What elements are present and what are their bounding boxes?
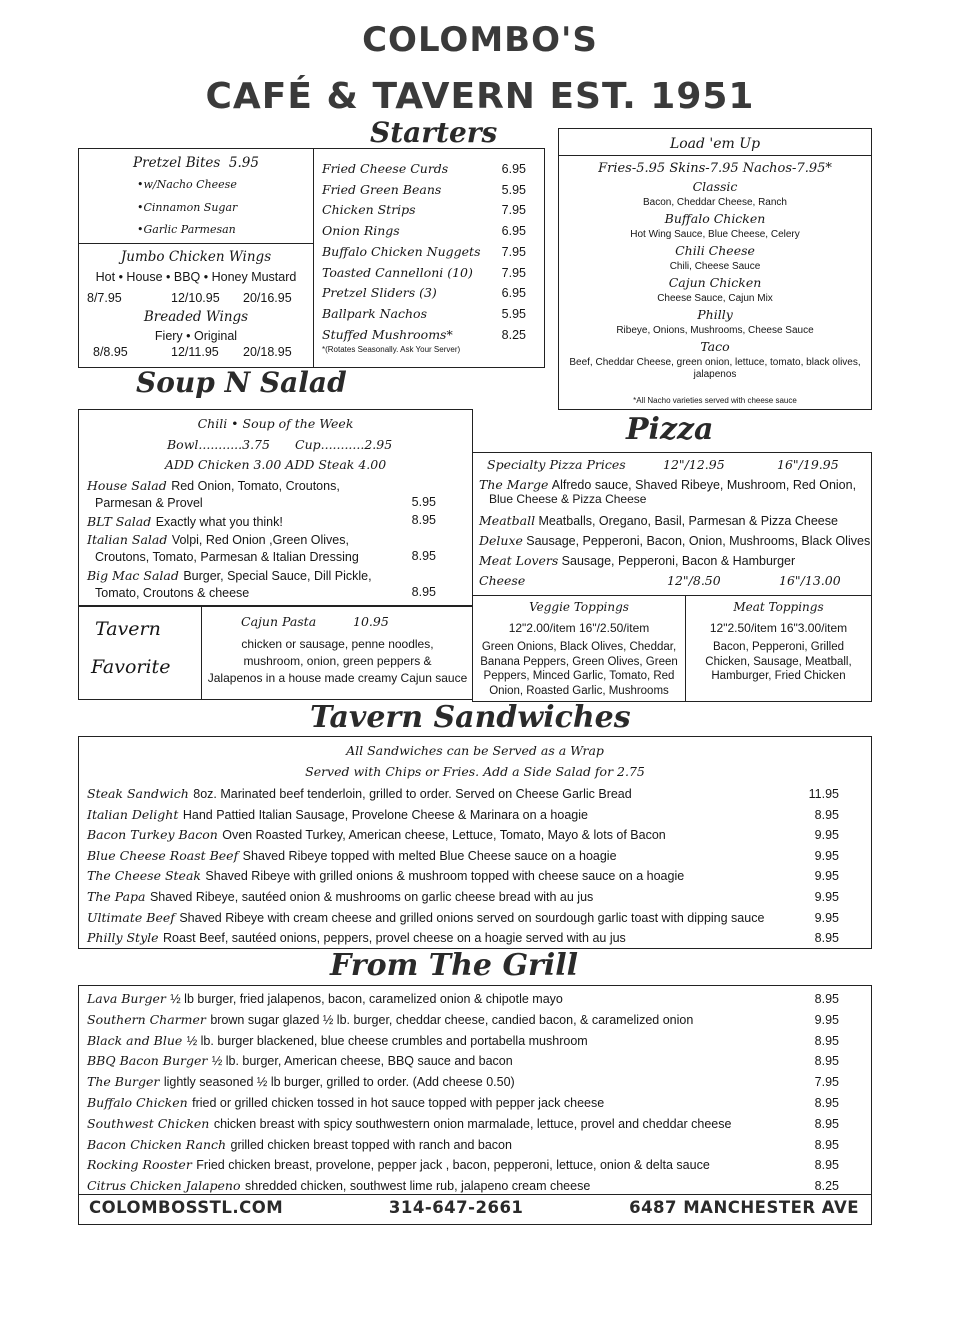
grill-price: 9.95 (814, 1012, 839, 1027)
restaurant-subtitle: CAFÉ & TAVERN EST. 1951 (205, 76, 755, 117)
grill-desc: ½ lb. burger blackened, blue cheese crumbles and portabella mushroom (186, 1033, 588, 1048)
grill-desc: shredded chicken, southwest lime rub, jalapeno cream cheese (244, 1179, 591, 1194)
cheese-pizza-name: Cheese (479, 573, 526, 588)
wings-title: Jumbo Chicken Wings (120, 249, 272, 265)
grill-name: Buffalo Chicken (87, 1095, 188, 1110)
starter-price: 6.95 (501, 162, 526, 176)
sandwich-price: 9.95 (814, 869, 839, 884)
starters-note: *(Rotates Seasonally. Ask Your Server) (322, 345, 461, 354)
sandwich-row (87, 929, 839, 947)
veggie-toppings-box (472, 595, 686, 702)
grill-row (87, 1011, 839, 1029)
grill-row (87, 1032, 839, 1050)
pizza-name: Meat Lovers (479, 553, 559, 568)
sandwich-name: The Cheese Steak (87, 868, 201, 884)
pizza-desc: Meatballs, Oregano, Basil, Parmesan & Pizza Cheese (538, 514, 838, 528)
grill-row (87, 1177, 839, 1195)
salad-desc: Burger, Special Sauce, Dill Pickle, (183, 569, 372, 583)
specialty-pizza-box (472, 452, 872, 596)
desc-line: mushroom, onion, green peppers & (243, 654, 432, 668)
grill-price: 8.95 (814, 1054, 839, 1069)
grill-name: BBQ Bacon Burger (87, 1053, 208, 1069)
starters-left-box (78, 148, 314, 368)
grill-text (87, 1032, 588, 1050)
sandwich-text (87, 867, 684, 885)
salad-desc2: Croutons, Tomato, Parmesan & Italian Dressing (95, 550, 359, 564)
grill-price: 8.95 (814, 1137, 839, 1152)
bowl-price: Bowl...........3.75 (167, 437, 270, 452)
divider (559, 155, 871, 156)
grill-desc: lightly seasoned ½ lb burger, grilled to order. (Add cheese 0.50) (163, 1075, 515, 1090)
sandwich-name: Bacon Turkey Bacon (87, 827, 218, 843)
specialty-16: 16"/19.95 (777, 457, 839, 472)
grill-price: 8.95 (814, 1096, 839, 1110)
sandwiches-sub1: All Sandwiches can be Served as a Wrap (346, 743, 604, 758)
grill-price: 8.25 (814, 1179, 839, 1194)
load-em-up-desc: Chili, Cheese Sauce (669, 261, 761, 272)
sandwich-text (87, 847, 617, 865)
load-em-up-desc: Cheese Sauce, Cajun Mix (657, 293, 773, 304)
pretzel-title (79, 155, 313, 171)
cup-price: Cup...........2.95 (295, 437, 393, 452)
sandwich-price: 9.95 (814, 848, 839, 863)
grill-desc: fried or grilled chicken tossed in hot sauce topped with pepper jack cheese (192, 1096, 605, 1110)
breaded-price: 20/18.95 (243, 345, 292, 359)
cheese-pizza-16: 16"/13.00 (779, 573, 841, 588)
sandwiches-sub2: Served with Chips or Fries. Add a Side Salad for 2.75 (305, 764, 645, 779)
load-em-up-prices: Fries-5.95 Skins-7.95 Nachos-7.95* (598, 161, 832, 176)
sandwich-text (87, 785, 632, 803)
grill-text (87, 1052, 513, 1070)
grill-name: Black and Blue (87, 1032, 183, 1048)
pizza-item (479, 553, 863, 568)
sandwich-desc: 8oz. Marinated beef tenderloin, grilled to order. Served on Cheese Garlic Bread (193, 787, 632, 801)
grill-text (87, 1136, 512, 1154)
tavern-label: Tavern (95, 618, 161, 640)
salad-name: Italian Salad (87, 532, 168, 547)
starter-item (322, 265, 526, 280)
sandwich-text (87, 806, 588, 824)
pizza-name: The Marge (479, 477, 549, 492)
grill-price: 8.95 (814, 1116, 839, 1131)
meat-toppings-box (685, 595, 872, 702)
sandwich-desc: Shaved Ribeye with cream cheese and grilled onions served on sourdough garlic toast with dipping sauce (179, 910, 765, 925)
grill-row (87, 1156, 839, 1174)
starter-name: Fried Cheese Curds (322, 161, 449, 176)
sandwich-row (87, 867, 839, 885)
grill-desc: Fried chicken breast, provelone, pepper jack , bacon, pepperoni, lettuce, onion & delta sauce (196, 1158, 710, 1173)
starter-item (322, 306, 526, 321)
sandwich-price: 9.95 (814, 890, 839, 904)
grill-name: Bacon Chicken Ranch (87, 1136, 227, 1152)
pretzel-price: 5.95 (228, 155, 259, 171)
starter-item (322, 244, 526, 259)
starter-price: 5.95 (501, 306, 526, 321)
desc-line: Jalapenos in a house made creamy Cajun sauce (207, 671, 468, 685)
sandwiches-heading: Tavern Sandwiches (310, 700, 631, 735)
sandwich-name: Italian Delight (87, 806, 179, 822)
restaurant-name: COLOMBO'S (362, 20, 598, 60)
sandwich-price: 8.95 (814, 931, 839, 946)
starter-item (322, 223, 526, 238)
cajun-pasta-name: Cajun Pasta (241, 614, 317, 629)
sandwich-row (87, 888, 839, 906)
starter-name: Pretzel Sliders (3) (322, 285, 437, 301)
meat-prices: 12"2.50/item 16"3.00/item (709, 621, 848, 635)
favorite-label: Favorite (91, 656, 171, 678)
specialty-label: Specialty Pizza Prices (487, 457, 626, 472)
veggie-list: Green Onions, Black Olives, Cheddar, Banana Peppers, Green Olives, Green Peppers, Minced Garlic, Tomato, Red Onion, Roasted Garlic, Mushrooms (480, 641, 678, 697)
starter-name: Fried Green Beans (322, 181, 442, 197)
salad-line (87, 567, 436, 585)
grill-name: The Burger (87, 1074, 160, 1090)
sandwich-row (87, 785, 839, 803)
starter-price: 6.95 (501, 286, 526, 301)
sandwich-row (87, 826, 839, 844)
pizza-desc: Alfredo sauce, Shaved Ribeye, Mushroom, Red Onion, (551, 478, 857, 492)
grill-name: Southwest Chicken (87, 1115, 210, 1131)
starter-item (322, 182, 526, 197)
salad-price: 8.95 (411, 513, 436, 527)
grill-row (87, 1115, 839, 1133)
pretzel-option: •Garlic Parmesan (137, 223, 236, 236)
load-em-up-name: Philly (697, 307, 733, 322)
grill-name: Citrus Chicken Jalapeno (87, 1178, 241, 1194)
starter-name: Onion Rings (322, 223, 400, 239)
salad-name: Big Mac Salad (87, 568, 179, 583)
grill-price: 7.95 (814, 1075, 839, 1090)
pizza-item (479, 533, 871, 548)
pizza-desc: Sausage, Pepperoni, Bacon, Onion, Mushrooms, Black Olives (526, 534, 871, 548)
salad-item (87, 567, 436, 600)
load-em-up-note: *All Nacho varieties served with cheese sauce (633, 396, 797, 405)
wings-price: 8/7.95 (87, 291, 122, 305)
salad-desc: Red Onion, Tomato, Croutons, (171, 479, 340, 493)
meat-title: Meat Toppings (733, 600, 824, 614)
sandwich-name: Philly Style (87, 930, 159, 946)
sandwich-name: The Papa (87, 889, 146, 904)
starter-price: 8.25 (501, 327, 526, 342)
salad-desc2: Parmesan & Provel (95, 496, 203, 510)
sandwich-name: Blue Cheese Roast Beef (87, 847, 239, 863)
grill-desc: chicken breast with spicy southwestern onion marmalade, lettuce, provel and cheddar cheese (213, 1116, 732, 1131)
grill-text (87, 1094, 604, 1112)
sandwich-desc: Roast Beef, sautéed onions, peppers, provel cheese on a hoagie served with au jus (163, 931, 626, 946)
pizza-line (479, 477, 863, 492)
grill-desc: grilled chicken breast topped with ranch and bacon (230, 1137, 512, 1152)
tavern-favorite-box (78, 605, 473, 700)
starter-name: Toasted Cannelloni (10) (322, 264, 473, 280)
starter-name: Stuffed Mushrooms* (322, 326, 453, 342)
meat-list: Bacon, Pepperoni, Grilled Chicken, Sausage, Meatball, Hamburger, Fried Chicken (705, 641, 852, 682)
starter-name: Chicken Strips (322, 202, 416, 218)
address: 6487 MANCHESTER AVE (629, 1198, 859, 1217)
sandwiches-box (78, 736, 872, 949)
starter-item (322, 327, 526, 342)
load-em-up-title: Load 'em Up (669, 136, 761, 152)
grill-row (87, 1052, 839, 1070)
starter-price: 6.95 (501, 224, 526, 239)
load-em-up-name: Classic (692, 179, 738, 194)
salad-item (87, 513, 436, 532)
wings-price: 20/16.95 (243, 291, 292, 305)
breaded-price: 8/8.95 (93, 345, 128, 359)
pizza-item (479, 513, 863, 528)
load-em-up-desc: Beef, Cheddar Cheese, green onion, lettuce, tomato, black olives, jalapenos (569, 357, 861, 380)
salad-line (87, 477, 436, 495)
pizza-desc: Sausage, Pepperoni, Bacon & Hamburger (561, 554, 796, 568)
sandwich-text (87, 826, 666, 844)
load-em-up-desc: Bacon, Cheddar Cheese, Ranch (643, 197, 787, 208)
cajun-pasta-price: 10.95 (353, 614, 389, 629)
salad-price: 8.95 (411, 585, 436, 599)
grill-text (87, 1115, 731, 1133)
sandwich-desc: Shaved Ribeye, sautéed onion & mushrooms on garlic cheese bread with au jus (149, 890, 594, 904)
pizza-line (479, 513, 863, 528)
phone-number[interactable]: 314-647-2661 (388, 1198, 524, 1217)
grill-desc: brown sugar glazed ½ lb. burger, cheddar cheese, candied bacon, & caramelized onion (210, 1012, 694, 1027)
sandwich-row (87, 847, 839, 865)
sandwich-price: 9.95 (814, 910, 839, 925)
sandwich-price: 11.95 (808, 787, 839, 801)
pizza-name: Meatball (479, 513, 536, 528)
sandwich-row (87, 909, 839, 927)
sandwich-desc: Hand Pattied Italian Sausage, Provelone Cheese & Marinara on a hoagie (182, 807, 588, 822)
starter-price: 5.95 (501, 182, 526, 197)
load-em-up-name: Taco (700, 339, 730, 354)
wings-flavors: Hot • House • BBQ • Honey Mustard (95, 270, 297, 284)
sandwich-desc: Shaved Ribeye with grilled onions & mushroom topped with cheese sauce on a hoagie (205, 869, 685, 884)
veggie-prices: 12"2.00/item 16"/2.50/item (508, 621, 650, 635)
starter-name: Buffalo Chicken Nuggets (322, 243, 481, 259)
sandwich-price: 8.95 (814, 807, 839, 822)
divider (79, 1194, 871, 1195)
grill-heading: From The Grill (330, 948, 579, 983)
salad-name: BLT Salad (87, 514, 152, 529)
starter-name: Ballpark Nachos (322, 305, 427, 321)
pizza-name: Deluxe (479, 533, 523, 548)
starters-right-box (313, 148, 545, 368)
sandwich-row (87, 806, 839, 824)
sandwich-name: Steak Sandwich (87, 786, 189, 801)
grill-box (78, 985, 872, 1225)
divider (79, 243, 313, 244)
grill-price: 8.95 (814, 992, 839, 1006)
footer (89, 1198, 859, 1217)
grill-text (87, 1073, 515, 1091)
soup-salad-heading: Soup N Salad (136, 366, 347, 399)
cajun-pasta-desc (203, 636, 472, 687)
pizza-line (479, 533, 871, 548)
breaded-flavors: Fiery • Original (154, 329, 238, 343)
starter-price: 7.95 (501, 203, 526, 218)
starter-item (322, 202, 526, 217)
starter-price: 7.95 (501, 244, 526, 259)
sandwich-text (87, 888, 593, 906)
grill-row (87, 1073, 839, 1091)
pretzel-option: •Cinnamon Sugar (137, 201, 238, 214)
grill-desc: ½ lb burger, fried jalapenos, bacon, caramelized onion & chipotle mayo (170, 992, 563, 1006)
grill-name: Lava Burger (87, 991, 166, 1006)
grill-text (87, 990, 563, 1008)
specialty-12: 12"/12.95 (663, 457, 725, 472)
cheese-pizza-12: 12"/8.50 (667, 573, 721, 588)
grill-text (87, 1156, 710, 1174)
salad-item (87, 477, 436, 510)
salad-price: 8.95 (411, 549, 436, 563)
divider (201, 606, 202, 699)
breaded-title: Breaded Wings (143, 309, 249, 325)
pretzel-name: Pretzel Bites (133, 155, 221, 171)
starter-item (322, 285, 526, 300)
grill-row (87, 1094, 839, 1112)
grill-row (87, 1136, 839, 1154)
breaded-price: 12/11.95 (171, 345, 219, 359)
starter-price: 7.95 (501, 265, 526, 280)
grill-price: 8.95 (814, 1033, 839, 1048)
pizza-line (479, 553, 863, 568)
sandwich-text (87, 929, 626, 947)
sandwich-desc: Oven Roasted Turkey, American cheese, Lettuce, Tomato, Mayo & lots of Bacon (222, 828, 666, 843)
pizza-item (479, 477, 863, 506)
pretzel-option: •w/Nacho Cheese (137, 178, 237, 191)
chili-soup-line: Chili • Soup of the Week (197, 416, 354, 431)
desc-line: chicken or sausage, penne noodles, (241, 637, 434, 651)
load-em-up-desc: Ribeye, Onions, Mushrooms, Cheese Sauce (616, 325, 814, 336)
soup-salad-box (78, 409, 473, 607)
salad-name: House Salad (87, 478, 167, 493)
sandwich-text (87, 909, 764, 927)
salad-desc: Volpi, Red Onion ,Green Olives, (171, 533, 349, 547)
sandwich-desc: Shaved Ribeye topped with melted Blue Cheese sauce on a hoagie (242, 848, 617, 863)
pizza-heading: Pizza (626, 412, 714, 447)
grill-row (87, 990, 839, 1008)
grill-name: Southern Charmer (87, 1011, 206, 1027)
grill-desc: ½ lb. burger, American cheese, BBQ sauce and bacon (211, 1054, 513, 1069)
sandwich-price: 9.95 (814, 828, 839, 843)
grill-name: Rocking Rooster (87, 1157, 192, 1173)
grill-price: 8.95 (814, 1158, 839, 1173)
starters-heading: Starters (370, 116, 498, 149)
load-em-up-name: Buffalo Chicken (664, 211, 766, 226)
wings-price: 12/10.95 (171, 291, 220, 305)
sandwich-name: Ultimate Beef (87, 909, 175, 925)
load-em-up-box (558, 128, 872, 410)
starter-item (322, 161, 526, 176)
salad-item (87, 531, 436, 564)
pizza-desc2: Blue Cheese & Pizza Cheese (489, 492, 647, 506)
website-link[interactable]: COLOMBOSSTL.COM (89, 1198, 284, 1217)
salad-desc2: Tomato, Croutons & cheese (95, 586, 250, 600)
load-em-up-name: Cajun Chicken (668, 275, 762, 290)
veggie-title: Veggie Toppings (529, 600, 629, 614)
grill-text (87, 1011, 693, 1029)
add-protein-line: ADD Chicken 3.00 ADD Steak 4.00 (164, 457, 387, 472)
salad-line (87, 513, 436, 531)
grill-text (87, 1177, 590, 1195)
salad-price: 5.95 (411, 495, 436, 509)
salad-desc: Exactly what you think! (155, 515, 283, 529)
load-em-up-desc: Hot Wing Sauce, Blue Cheese, Celery (630, 229, 800, 240)
salad-line (87, 531, 436, 549)
load-em-up-name: Chili Cheese (675, 243, 755, 258)
